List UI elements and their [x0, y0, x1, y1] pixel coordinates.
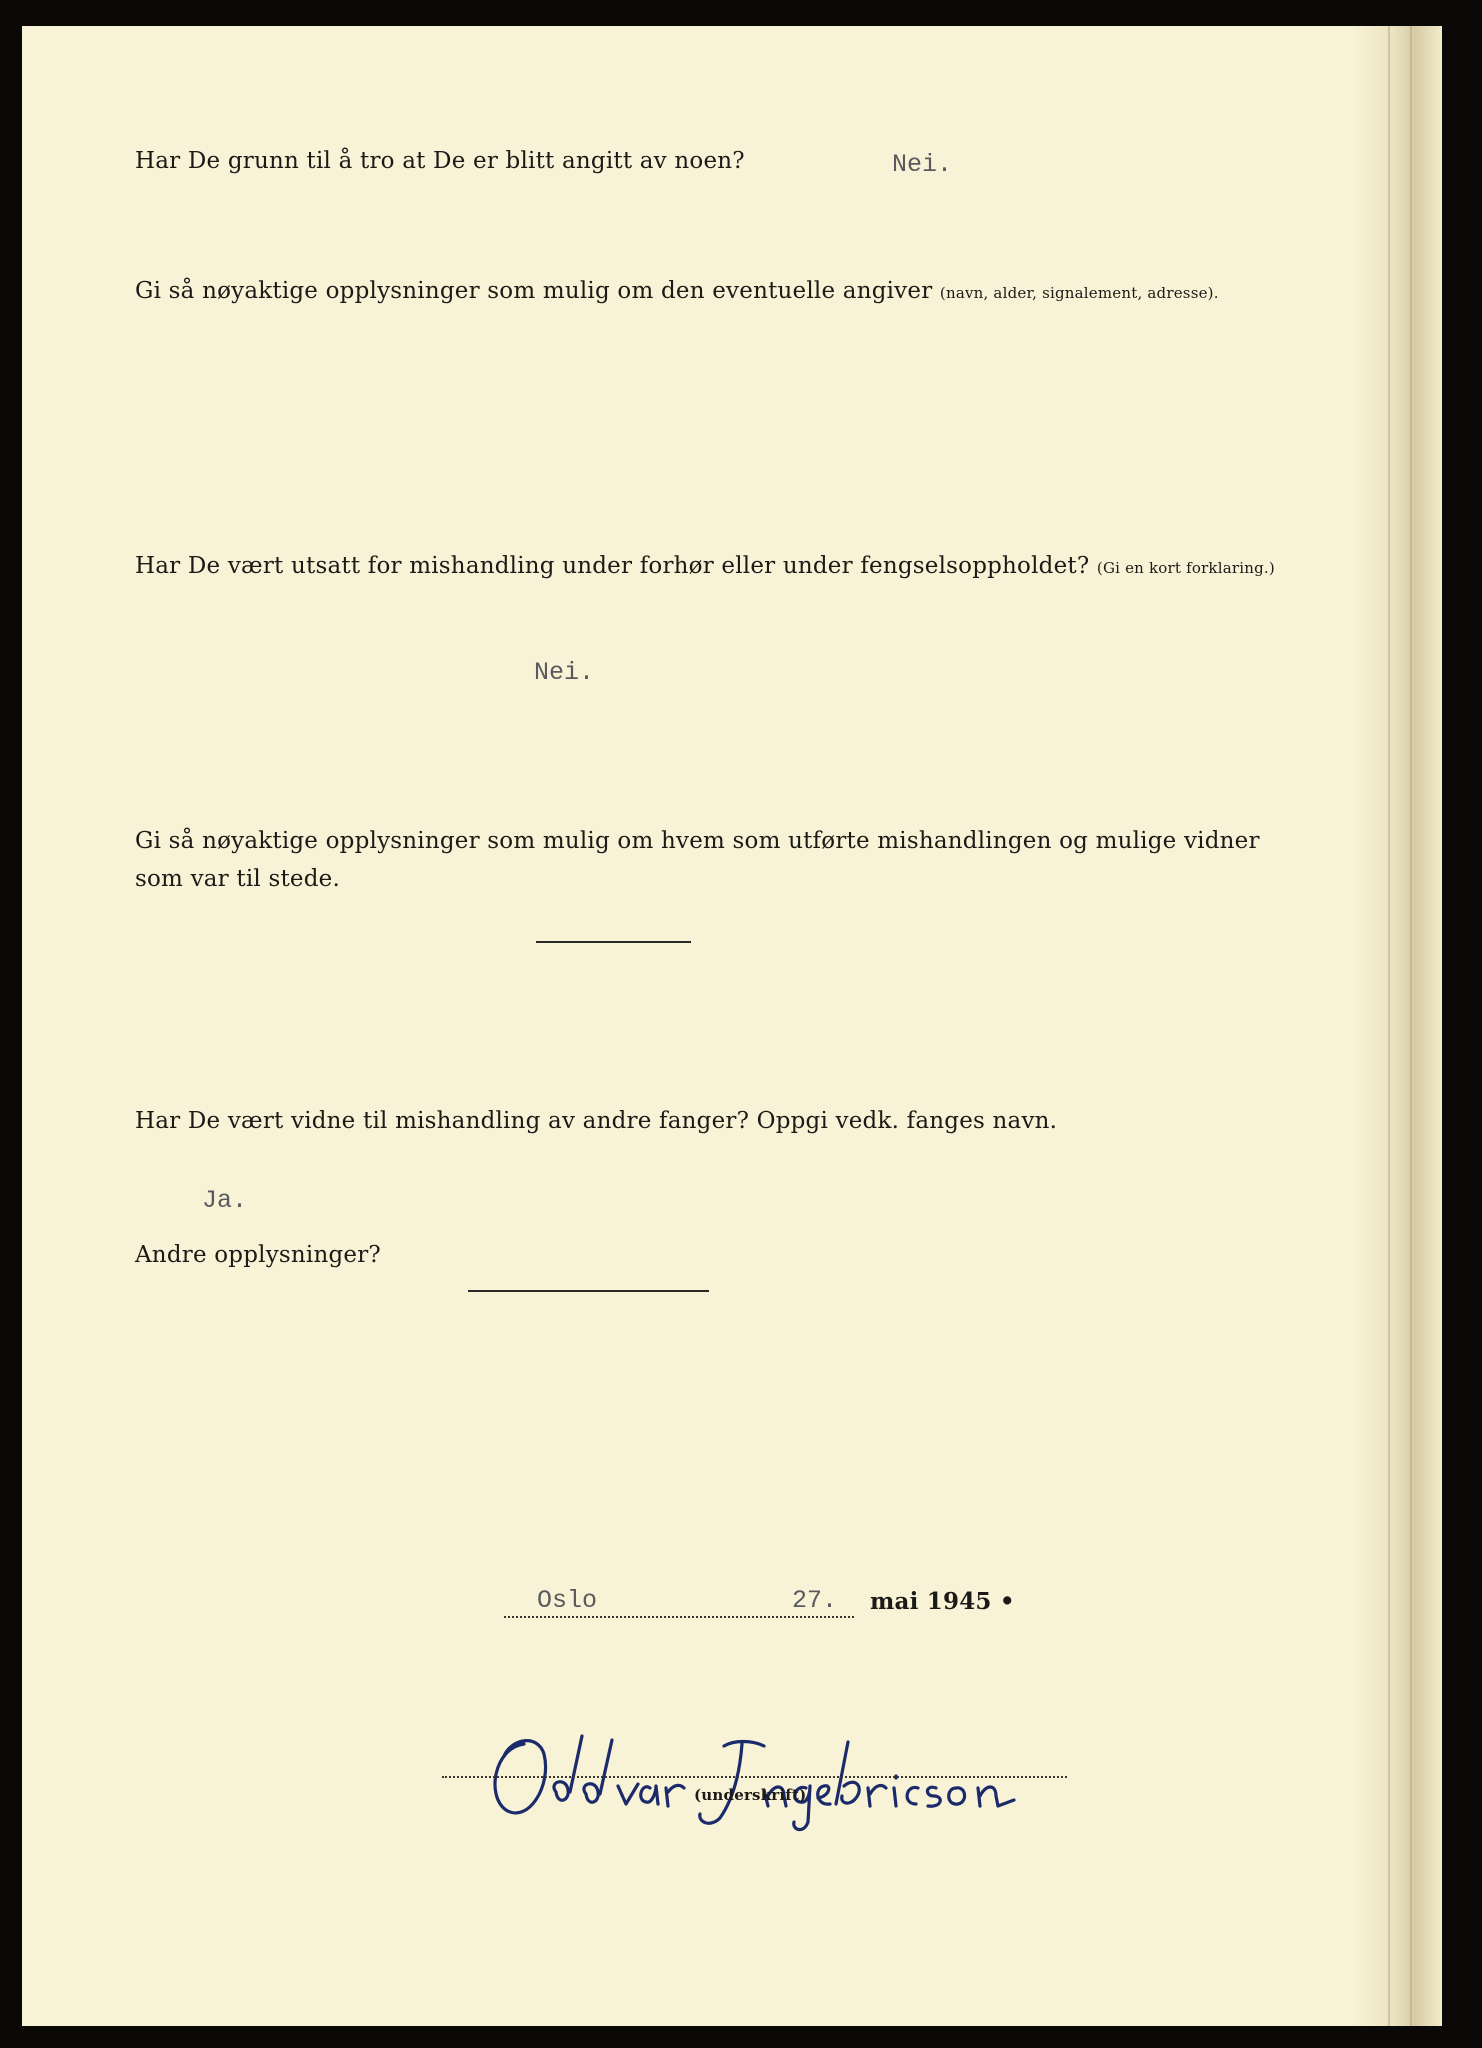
page-edge-shadow [1352, 26, 1442, 2026]
signature [484, 1726, 1044, 1841]
question-perpetrators-line1: Gi så nøyaktige opplysninger som mulig om hvem som utførte mishandlingen og mulige vidner [135, 828, 1260, 854]
trailing-dot: • [999, 1588, 1015, 1615]
day-field: 27. [792, 1586, 838, 1615]
page-edge-line [1388, 26, 1390, 2026]
place-field: Oslo [537, 1586, 598, 1615]
question-informer-details-text: Gi så nøyaktige opplysninger som mulig om den eventuelle angiver [135, 278, 933, 304]
question-mistreatment-note: (Gi en kort forklaring.) [1096, 559, 1275, 577]
question-informer-details [135, 278, 1219, 304]
question-mistreatment [135, 553, 1275, 579]
signature-caption: (underskrift) [694, 1786, 807, 1804]
answer-informer: Nei. [892, 150, 953, 179]
signature-ink [484, 1726, 1044, 1836]
question-mistreatment-text: Har De vært utsatt for mishandling under forhør eller under fengselsoppholdet? [135, 553, 1090, 579]
page-edge-line [1410, 26, 1412, 2026]
date-dotted-line [504, 1616, 854, 1618]
blank-answer-line [468, 1290, 709, 1292]
question-witness: Har De vært vidne til mishandling av andre fanger? Oppgi vedk. fanges navn. [135, 1108, 1058, 1134]
signature-dotted-line [442, 1776, 1067, 1778]
question-informer: Har De grunn til å tro at De er blitt angitt av noen? [135, 148, 745, 174]
question-other-info: Andre opplysninger? [135, 1242, 381, 1268]
month-year-text: mai 1945 [870, 1588, 992, 1615]
form-page [22, 26, 1442, 2026]
question-perpetrators-line2: som var til stede. [135, 866, 340, 892]
blank-answer-line [536, 941, 691, 943]
answer-mistreatment: Nei. [534, 658, 595, 687]
question-informer-details-note: (navn, alder, signalement, adresse). [939, 284, 1219, 302]
answer-witness: Ja. [202, 1186, 248, 1215]
month-year-label [870, 1588, 1015, 1615]
